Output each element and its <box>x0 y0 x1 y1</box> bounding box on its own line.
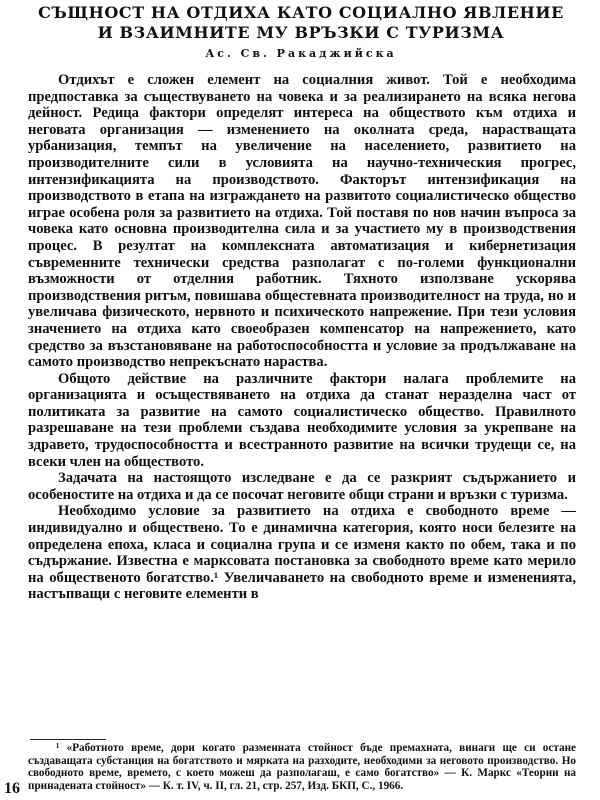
article-body <box>28 72 576 603</box>
footnote-separator <box>30 739 106 740</box>
body-paragraph: Отдихът е сложен елемент на социалния живот. Той е необходима предпоставка за съществуването на човека и за реализирането на всяка негова дейност. Редица фактори определят интереса на обществото към отдиха и неговата организация — изменението на околната среда, нарастващата урбанизация, темпът на увеличение на населението, развитието на производителните сили в условията на научно-техническия прогрес, интензификацията на производството. Факторът интензификация на производството в етапа на изграждането на развитото социалистическо общество играе особена роля за развитието на отдиха. Той поставя по нов начин въпроса за човека като основна производителна сила и за участието му в производствения процес. В резултат на комплексната автоматизация и кибернетизация съвременните технически средства разполагат с по-големи функционални възможности от отделния работник. Тяхното използване ускорява производствения ритъм, повишава общестевната производителност на труда, но и увеличава физическото, нервното и психическото напрежение. При тези условия значението на отдиха като своеобразен компенсатор на напрежението, като средство за възстановяване на работоспособността и условие за продължаване на самото производство непрекъснато нараства. <box>28 72 576 371</box>
author-name: Ас. Св. Ракаджийска <box>205 47 397 60</box>
article-title-line-1: СЪЩНОСТ НА ОТДИХА КАТО СОЦИАЛНО ЯВЛЕНИЕ <box>38 3 564 22</box>
article-title-line-2: И ВЗАИМНИТЕ МУ ВРЪЗКИ С ТУРИЗМА <box>97 23 505 42</box>
body-paragraph: Необходимо условие за развитието на отдиха е свободното време — индивидуално и обществено. То е динамична категория, която носи белезите на определена епоха, класа и социална група и се изменя както по обем, така и по съдържание. Известна е марксовата постановка за свободното време като мерило на общественото богатство.¹ Увеличаването на свободното време и измененията, настъпващи с неговите елементи в <box>28 503 576 603</box>
footnote: ¹ «Работното време, дори когато разменната стойност бъде премахната, винаги ще си остане създаващата субстанция на богатството и мярката на разходите, необходими за неговото производство. Но свободното време, времето, с което можеш да разполагаш, е само богатство» — К. Маркс «Теории на принадената стойност» — К. т. IV, ч. II, гл. 21, стр. 257, Изд. БКП, С., 1966. <box>28 742 576 792</box>
body-paragraph: Общото действие на различните фактори налага проблемите на организацията и осъществяването на отдиха да станат неразделна част от политиката за развитие на самото социалистическо общество. Правилното разрешаване на тези проблеми създава необходимите условия за укрепване на здравето, трудоспособността и всестранното развитие на всички трудещи се, на всеки член на обществото. <box>28 370 576 470</box>
page-number: 16 <box>4 780 20 797</box>
body-paragraph: Задачата на настоящото изследване е да се разкрият съдържанието и особеностите на отдиха и да се посочат неговите общи страни и връзки с туризма. <box>28 470 576 503</box>
